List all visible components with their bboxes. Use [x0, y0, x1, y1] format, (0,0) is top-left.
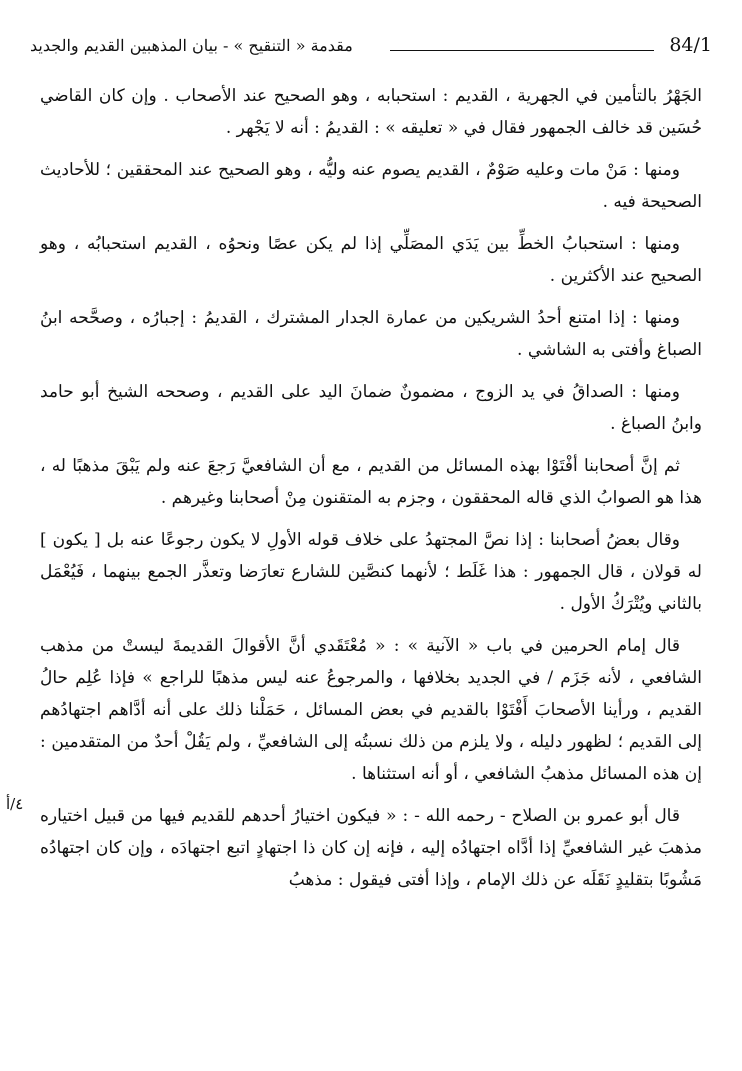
- paragraph: الجَهْرُ بالتأمين في الجهرية ، القديم : استحبابه ، وهو الصحيح عند الأصحاب . وإن كان القاضي حُسَين قد خالف الجمهور فقال في « تعليقه » : القديمُ : أنه لا يَجْهر .: [40, 86, 702, 138]
- paragraph: ثم إنَّ أصحابنا أفْتَوْا بهذه المسائل من القديم ، مع أن الشافعيَّ رَجعَ عنه ولم يَبْقَ مذهبًا له ، هذا هو الصوابُ الذي قاله المحققون ، وجزم به المتقنون مِنْ أصحابنا وغيرهم .: [40, 456, 702, 508]
- paragraph: قال أبو عمرو بن الصلاح - رحمه الله - : « فيكون اختيارُ أحدهم للقديم فيها من قبيل اختياره مذهبَ غير الشافعيِّ إذا أدَّاه اجتهادُه إليه ، فإنه إن كان ذا اجتهادٍ اتبع اجتهادَه ، وإن كان اجتهادُه مَشُوبًا بتقليدٍ نَقَلَه عن ذلك الإمام ، وإذا أفتى فيقول : مذهبُ: [40, 806, 702, 890]
- header-title: مقدمة « التنقيح » - بيان المذهبين القديم والجديد: [30, 36, 353, 55]
- paragraph: ومنها : استحبابُ الخطِّ بين يَدَي المصَلِّي إذا لم يكن عصًا ونحوُه ، القديم استحبابُه ، وهو الصحيح عند الأكثرين .: [40, 234, 702, 286]
- margin-folio-note: ٤/أ: [6, 795, 24, 813]
- paragraph: ومنها : إذا امتنع أحدُ الشريكين من عمارة الجدار المشترك ، القديمُ : إجبارُه ، وصحَّحه ابنُ الصباغ وأفتى به الشاشي .: [40, 308, 702, 360]
- running-header: [30, 30, 712, 60]
- paragraph: وقال بعضُ أصحابنا : إذا نصَّ المجتهدُ على خلاف قوله الأولِ لا يكون رجوعًا عنه بل [ يكون ] له قولان ، قال الجمهور : هذا غَلَط ؛ لأنهما كنصَّين للشارع تعارَضا وتعذَّر الجمع بينهما ، فَيُعْمَل بالثاني ويُتْرَكُ الأول .: [40, 530, 702, 614]
- paragraph: ومنها : مَنْ مات وعليه صَوْمٌ ، القديم يصوم عنه وليُّه ، وهو الصحيح عند المحققين ؛ للأحاديث الصحيحة فيه .: [40, 160, 702, 212]
- paragraph: ومنها : الصداقُ في يد الزوج ، مضمونٌ ضمانَ اليد على القديم ، وصححه الشيخ أبو حامد وابنُ الصباغ .: [40, 382, 702, 434]
- page-number: 84/1: [669, 34, 712, 56]
- body-text: [40, 80, 702, 906]
- header-rule: [390, 50, 654, 51]
- paragraph: قال إمام الحرمين في باب « الآنية » : « مُعْتَقَدي أنَّ الأقوالَ القديمةَ ليستْ من مذهب الشافعي ، لأنه جَزَم / في الجديد بخلافها ، والمرجوعُ عنه ليس مذهبًا للراجع » فإذا عُلِم حالُ القديم ، ورأينا الأصحابَ أَفْتَوْا بالقديم في بعض المسائل ، حَمَلْنا ذلك على أنه أدَّاهم اجتهادُهم إلى القديم ؛ لظهور دليله ، ولا يلزم من ذلك نسبتُه إلى الشافعيِّ ، ولم يَقُلْ أحدٌ من المتقدمين : إن هذه المسائل مذهبُ الشافعي ، أو أنه استثناها .: [40, 636, 702, 784]
